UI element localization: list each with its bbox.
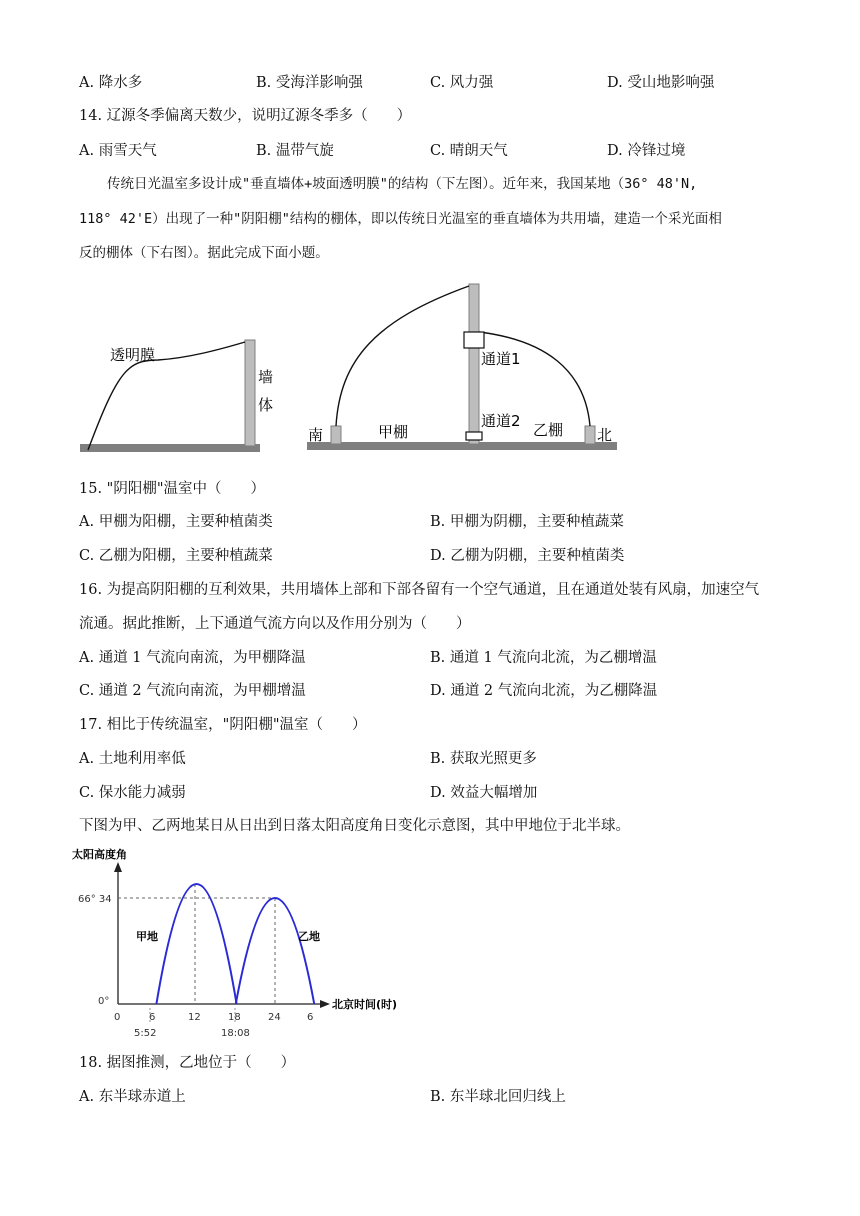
x-tick-6b: 6 xyxy=(307,1012,314,1023)
shed-a-film xyxy=(336,286,469,426)
q16-option-a: A. 通道 1 气流向南流，为甲棚降温 xyxy=(79,650,306,666)
channel-1-box xyxy=(464,332,484,348)
yinyang-greenhouse-diagram xyxy=(305,280,625,455)
x-tick-6: 6 xyxy=(149,1012,156,1023)
wall xyxy=(245,340,255,446)
x-tick-12: 12 xyxy=(188,1012,201,1023)
x-axis-label: 北京时间(时) xyxy=(332,998,398,1011)
channel-2-box xyxy=(466,432,482,440)
q15-option-b: B. 甲棚为阴棚，主要种植蔬菜 xyxy=(430,514,624,530)
q13-option-c: C. 风力强 xyxy=(430,75,494,91)
sun-altitude-chart xyxy=(70,844,415,1044)
q15-stem: 15. "阴阳棚"温室中（ ） xyxy=(79,481,266,497)
passage-line-1: 传统日光温室多设计成"垂直墙体+坡面透明膜"的结构（下左图）。近年来，我国某地（36° 48'N, xyxy=(107,176,698,192)
q18-option-b: B. 东半球北回归线上 xyxy=(430,1089,566,1105)
q17-stem: 17. 相比于传统温室，"阴阳棚"温室（ ） xyxy=(79,717,367,733)
x-tick-0: 0 xyxy=(114,1012,121,1023)
q18-option-a: A. 东半球赤道上 xyxy=(79,1089,186,1105)
series-label-jia: 甲地 xyxy=(136,930,158,943)
wall-label-1: 墙 xyxy=(258,368,274,386)
y-axis-arrow xyxy=(114,862,122,872)
y-tick-6634: 66° 34 xyxy=(78,894,112,905)
q16-stem-line-1: 16. 为提高阴阳棚的互利效果，共用墙体上部和下部各留有一个空气通道，且在通道处装有风扇，加速空气 xyxy=(79,582,760,598)
q15-option-d: D. 乙棚为阴棚，主要种植菌类 xyxy=(430,548,625,564)
south-post xyxy=(331,426,341,444)
passage-line-3: 反的棚体（下右图）。据此完成下面小题。 xyxy=(79,245,329,261)
series-jia-curve xyxy=(156,884,236,1004)
passage-2: 下图为甲、乙两地某日从日出到日落太阳高度角日变化示意图，其中甲地位于北半球。 xyxy=(79,818,630,834)
x-tick-18: 18 xyxy=(228,1012,241,1023)
q14-option-a: A. 雨雪天气 xyxy=(79,143,157,159)
north-label: 北 xyxy=(597,426,613,444)
series-curves xyxy=(156,884,314,1004)
q14-stem: 14. 辽源冬季偏离天数少，说明辽源冬季多（ ） xyxy=(79,108,412,124)
y-axis-label: 太阳高度角 xyxy=(72,848,127,861)
q17-option-a: A. 土地利用率低 xyxy=(79,751,186,767)
q16-option-c: C. 通道 2 气流向南流，为甲棚增温 xyxy=(79,683,306,699)
passage-line-2: 118° 42'E）出现了一种"阴阳棚"结构的棚体，即以传统日光温室的垂直墙体为共用墙，建造一个采光面相 xyxy=(79,211,722,227)
q13-option-b: B. 受海洋影响强 xyxy=(256,75,363,91)
shed-b-label: 乙棚 xyxy=(533,421,564,439)
shed-a-label: 甲棚 xyxy=(378,423,409,441)
traditional-greenhouse-diagram xyxy=(78,330,288,455)
q15-option-c: C. 乙棚为阳棚，主要种植蔬菜 xyxy=(79,548,273,564)
channel-2-label: 通道2 xyxy=(481,412,521,430)
q16-option-b: B. 通道 1 气流向北流，为乙棚增温 xyxy=(430,650,657,666)
y-tick-0: 0° xyxy=(98,996,110,1007)
ground-bar xyxy=(80,444,260,452)
south-label: 南 xyxy=(308,426,324,444)
q13-option-a: A. 降水多 xyxy=(79,75,143,91)
channel-1-label: 通道1 xyxy=(481,350,521,368)
q17-option-c: C. 保水能力减弱 xyxy=(79,785,186,801)
wall-label-2: 体 xyxy=(258,396,274,414)
q18-stem: 18. 据图推测，乙地位于（ ） xyxy=(79,1055,296,1071)
q16-stem-line-2: 流通。据此推断，上下通道气流方向以及作用分别为（ ） xyxy=(79,616,471,632)
sunset-label: 18:08 xyxy=(221,1028,250,1039)
q17-option-b: B. 获取光照更多 xyxy=(430,751,537,767)
film-label: 透明膜 xyxy=(110,346,156,364)
north-post xyxy=(585,426,595,444)
q14-option-c: C. 晴朗天气 xyxy=(430,143,508,159)
sunrise-label: 5:52 xyxy=(134,1028,157,1039)
q16-option-d: D. 通道 2 气流向北流，为乙棚降温 xyxy=(430,683,658,699)
q14-option-d: D. 冷锋过境 xyxy=(607,143,686,159)
x-axis-arrow xyxy=(320,1000,330,1008)
x-tick-24: 24 xyxy=(268,1012,281,1023)
ground-bar xyxy=(307,442,617,450)
shared-wall xyxy=(469,284,479,444)
q14-option-b: B. 温带气旋 xyxy=(256,143,334,159)
q13-option-d: D. 受山地影响强 xyxy=(607,75,715,91)
q17-option-d: D. 效益大幅增加 xyxy=(430,785,538,801)
series-label-yi: 乙地 xyxy=(298,930,320,943)
q15-option-a: A. 甲棚为阳棚，主要种植菌类 xyxy=(79,514,273,530)
